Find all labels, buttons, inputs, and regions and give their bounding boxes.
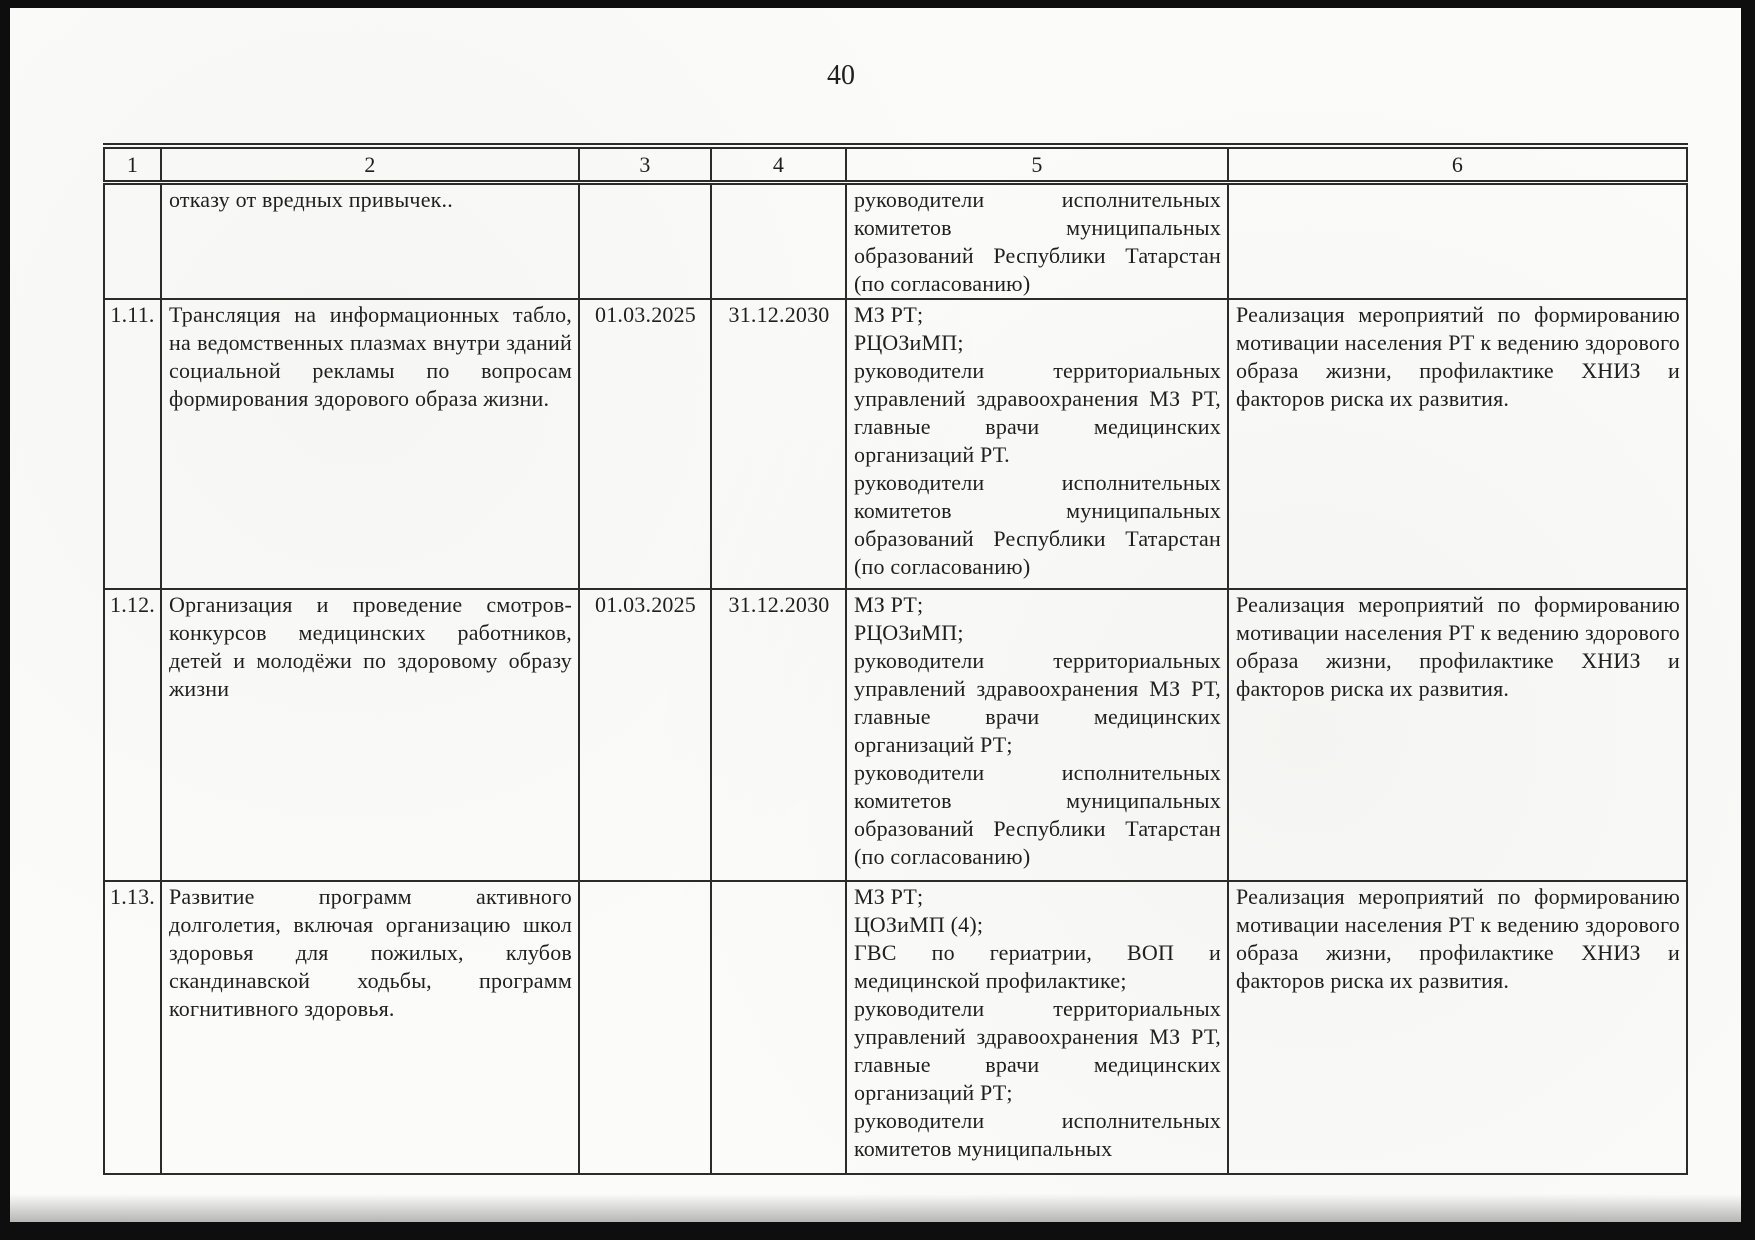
- result-cell: [1228, 299, 1687, 589]
- executor-entry: МЗ РТ;: [854, 302, 924, 327]
- executors-cell: [846, 299, 1228, 589]
- executor-entry: РЦОЗиМП;: [854, 330, 964, 355]
- executor-entry: ГВС по гериатрии, ВОП и медицинской профилактике;: [854, 940, 1221, 993]
- executor-entry: руководители исполнительных комитетов муниципальных: [854, 1108, 1221, 1161]
- start-date-cell: [579, 183, 711, 300]
- result-cell: [1228, 881, 1687, 1174]
- executor-entry: руководители территориальных управлений здравоохранения МЗ РТ, главные врачи медицинских организаций РТ;: [854, 996, 1221, 1105]
- executors-list: [854, 591, 1221, 875]
- table-row: [104, 881, 1687, 1174]
- program-activities-table: [103, 143, 1688, 1175]
- column-header-6: 6: [1228, 146, 1687, 183]
- executor-entry: МЗ РТ;: [854, 592, 924, 617]
- executor-entry: МЗ РТ;: [854, 884, 924, 909]
- start-date-cell: 01.03.2025: [579, 299, 711, 589]
- executor-entry: руководители территориальных управлений здравоохранения МЗ РТ, главные врачи медицинских организаций РТ.: [854, 358, 1221, 467]
- activity-text: Организация и проведение смотров-конкурсов медицинских работников, детей и молодёжи по здоровому образу жизни: [169, 592, 572, 701]
- page-number: 40: [827, 60, 855, 91]
- activity-text: отказу от вредных привычек..: [169, 187, 453, 212]
- executors-cell: [846, 183, 1228, 300]
- end-date-cell: 31.12.2030: [711, 589, 846, 881]
- executor-entry: РЦОЗиМП;: [854, 620, 964, 645]
- table-row: [104, 183, 1687, 300]
- column-header-1: 1: [104, 146, 161, 183]
- executors-cell: [846, 589, 1228, 881]
- start-date-cell: [579, 881, 711, 1174]
- executors-list: [854, 883, 1221, 1168]
- result-cell: [1228, 589, 1687, 881]
- result-text: Реализация мероприятий по формированию мотивации населения РТ к ведению здорового образа жизни, профилактике ХНИЗ и факторов риска их развития.: [1236, 884, 1680, 993]
- activity-cell: [161, 881, 579, 1174]
- activity-cell: [161, 589, 579, 881]
- table-row: [104, 299, 1687, 589]
- column-header-5: 5: [846, 146, 1228, 183]
- executor-entry: ЦОЗиМП (4);: [854, 912, 984, 937]
- result-text: Реализация мероприятий по формированию мотивации населения РТ к ведению здорового образа жизни, профилактике ХНИЗ и факторов риска их развития.: [1236, 592, 1680, 701]
- result-cell: [1228, 183, 1687, 300]
- row-number-cell: 1.11.: [104, 299, 161, 589]
- executor-entry: руководители исполнительных комитетов муниципальных образований Республики Татарстан (по согласованию): [854, 187, 1221, 296]
- table-header-row: [104, 146, 1687, 183]
- executors-cell: [846, 881, 1228, 1174]
- result-text: [1236, 186, 1680, 298]
- scan-bottom-shadow: [10, 1194, 1741, 1222]
- executor-entry: руководители территориальных управлений здравоохранения МЗ РТ, главные врачи медицинских организаций РТ;: [854, 648, 1221, 757]
- activity-cell: [161, 299, 579, 589]
- row-number-cell: 1.12.: [104, 589, 161, 881]
- executors-list: [854, 186, 1221, 298]
- row-number-cell: [104, 183, 161, 300]
- column-header-3: 3: [579, 146, 711, 183]
- document-page: [10, 8, 1741, 1222]
- activity-cell: [161, 183, 579, 300]
- executors-list: [854, 301, 1221, 583]
- start-date-cell: 01.03.2025: [579, 589, 711, 881]
- end-date-cell: 31.12.2030: [711, 299, 846, 589]
- end-date-cell: [711, 881, 846, 1174]
- row-number-cell: 1.13.: [104, 881, 161, 1174]
- result-text: Реализация мероприятий по формированию мотивации населения РТ к ведению здорового образа жизни, профилактике ХНИЗ и факторов риска их развития.: [1236, 302, 1680, 411]
- executor-entry: руководители исполнительных комитетов муниципальных образований Республики Татарстан (по согласованию): [854, 760, 1221, 869]
- end-date-cell: [711, 183, 846, 300]
- table-row: [104, 589, 1687, 881]
- executor-entry: руководители исполнительных комитетов муниципальных образований Республики Татарстан (по согласованию): [854, 470, 1221, 579]
- activity-text: Трансляция на информационных табло, на ведомственных плазмах внутри зданий социальной рекламы по вопросам формирования здорового образа жизни.: [169, 302, 572, 411]
- column-header-2: 2: [161, 146, 579, 183]
- column-header-4: 4: [711, 146, 846, 183]
- activity-text: Развитие программ активного долголетия, включая организацию школ здоровья для пожилых, клубов скандинавской ходьбы, программ когнитивного здоровья.: [169, 884, 572, 1021]
